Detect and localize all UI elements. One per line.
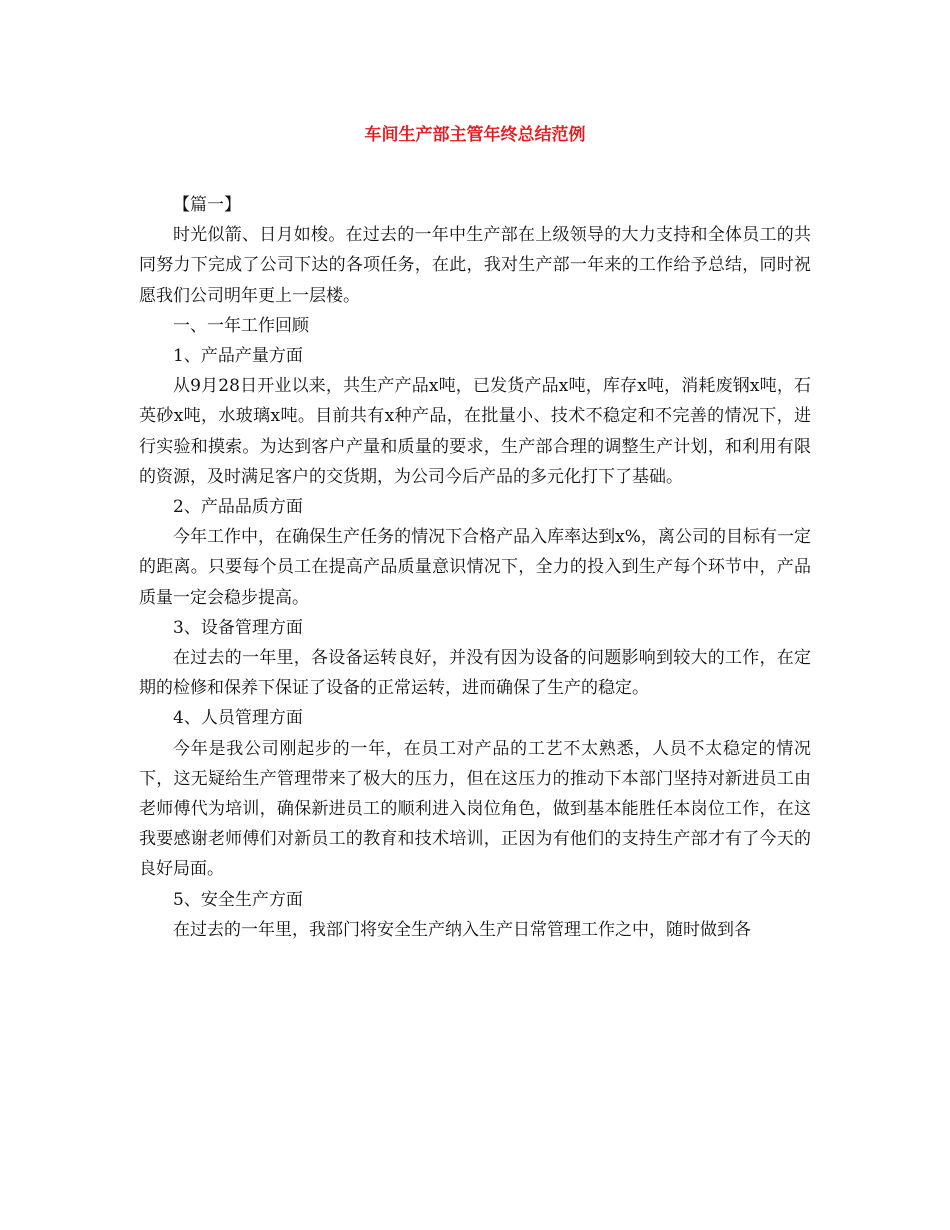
heading-quality: 2、产品品质方面 [173, 497, 303, 518]
section-marker: 【篇一】 [173, 195, 241, 215]
paragraph-quality: 今年工作中，在确保生产任务的情况下合格产品入库率达到x%，离公司的目标有一定的距离。只要每个员工在提高产品质量意识情况下，全力的投入到生产每个环节中，产品质量一定会稳步提高。 [139, 527, 811, 608]
paragraph-output: 从9月28日开业以来，共生产产品x吨，已发货产品x吨，库存x吨，消耗废钢x吨，石英砂x吨，水玻璃x吨。目前共有x种产品，在批量小、技术不稳定和不完善的情况下，进行实验和摸索。为达到客户产量和质量的要求，生产部合理的调整生产计划，和利用有限的资源，及时满足客户的交货期，为公司今后产品的多元化打下了基础。 [139, 376, 811, 487]
paragraph-personnel: 今年是我公司刚起步的一年，在员工对产品的工艺不太熟悉，人员不太稳定的情况下，这无疑给生产管理带来了极大的压力，但在这压力的推动下本部门坚持对新进员工由老师傅代为培训，确保新进员工的顺利进入岗位角色，做到基本能胜任本岗位工作，在这我要感谢老师傅们对新员工的教育和技术培训，正因为有他们的支持生产部才有了今天的良好局面。 [139, 738, 811, 880]
paragraph-safety: 在过去的一年里，我部门将安全生产纳入生产日常管理工作之中，随时做到各 [173, 919, 751, 940]
document-body [139, 190, 811, 945]
heading-equipment: 3、设备管理方面 [173, 617, 303, 638]
paragraph-equipment: 在过去的一年里，各设备运转良好，并没有因为设备的问题影响到较大的工作，在定期的检修和保养下保证了设备的正常运转，进而确保了生产的稳定。 [139, 648, 811, 699]
heading-output: 1、产品产量方面 [173, 346, 303, 367]
heading-year-review: 一、一年工作回顾 [173, 315, 309, 336]
paragraph-intro: 时光似箭、日月如梭。在过去的一年中生产部在上级领导的大力支持和全体员工的共同努力下完成了公司下达的各项任务，在此，我对生产部一年来的工作给予总结，同时祝愿我们公司明年更上一层楼。 [139, 225, 811, 306]
document-title: 车间生产部主管年终总结范例 [364, 125, 586, 145]
heading-personnel: 4、人员管理方面 [173, 708, 303, 729]
heading-safety: 5、安全生产方面 [173, 889, 303, 910]
